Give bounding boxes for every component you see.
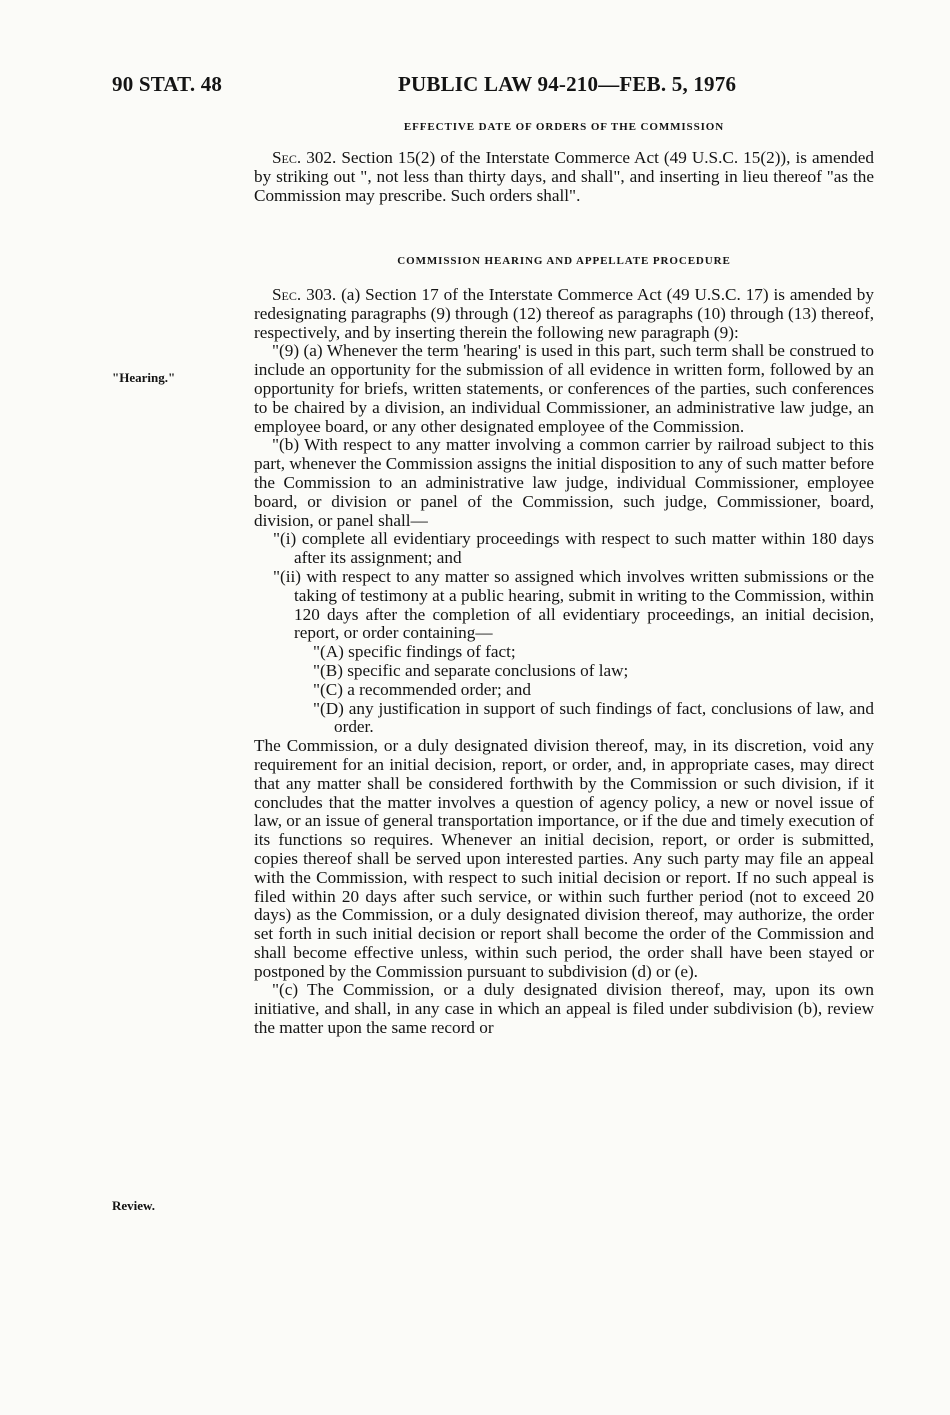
continuation-paragraph: The Commission, or a duly designated division thereof, may, in its discretion, void any requirement for an initial decision, report, or order, and, in appropriate cases, may direct that any matter shall be considered forthwith by the Commission or such division, if it concludes that the matter involves a question of agency policy, a new or novel issue of law, or an issue of general transportation importance, or if the due and timely execution of its functions so requires. Whenever an initial decision, report, or order is submitted, copies thereof shall be served upon interested parties. Any such party may file an appeal with the Commission, with respect to such initial decision or report. If no such appeal is filed within 20 days after such service, or within such further period (not to exceed 20 days) as the Commission, or a duly designated division thereof, may authorize, the order set forth in such initial decision or report shall become the order of the Commission and shall become effective unless, within such period, the order shall have been stayed or postponed by the Commission pursuant to subdivision (d) or (e). <box>254 736 874 981</box>
paragraph-c: "(c) The Commission, or a duly designated division thereof, may, upon its own initiative, and shall, in any case in which an appeal is filed under subdivision (b), review the matter upon the same record or <box>254 980 874 1038</box>
paragraph-b: "(b) With respect to any matter involving a common carrier by railroad subject to this part, whenever the Commission assigns the initial disposition to any of such matter before the Commission to an administrative law judge, individual Commissioner, employee board, or division or panel of the Commission, such judge, Commissioner, board, division, or panel shall— <box>254 435 874 530</box>
margin-note-review: Review. <box>112 1198 155 1213</box>
sec-label: Sec. <box>272 285 302 304</box>
section-303-intro-text: 303. (a) Section 17 of the Interstate Commerce Act (49 U.S.C. 17) is amended by redesignating paragraphs (9) through (12) thereof as paragraphs (10) through (13) thereof, respectively, and by inserting therein the following new paragraph (9): <box>254 285 874 342</box>
item-D: "(D) any justification in support of such findings of fact, conclusions of law, and order. <box>313 698 874 737</box>
section-302-body <box>254 149 874 205</box>
section-302-heading: EFFECTIVE DATE OF ORDERS OF THE COMMISSION <box>403 121 725 133</box>
section-303-heading: COMMISSION HEARING AND APPELLATE PROCEDURE <box>397 255 731 267</box>
section-303-intro <box>254 286 874 342</box>
margin-note-hearing: "Hearing." <box>112 370 176 385</box>
item-B: "(B) specific and separate conclusions of law; <box>313 660 629 680</box>
section-303-body <box>254 286 874 1038</box>
item-i: "(i) complete all evidentiary proceedings with respect to such matter within 180 days after its assignment; and <box>273 529 874 568</box>
item-A: "(A) specific findings of fact; <box>313 642 516 662</box>
section-302-text: 302. Section 15(2) of the Interstate Commerce Act (49 U.S.C. 15(2)), is amended by striking out ", not less than thirty days, and shall", and inserting in lieu thereof "as the Commission may prescribe. Such orders shall". <box>254 148 874 205</box>
stat-reference: 90 STAT. 48 <box>112 72 223 96</box>
item-C: "(C) a recommended order; and <box>313 679 531 699</box>
public-law-header: PUBLIC LAW 94-210—FEB. 5, 1976 <box>398 72 737 96</box>
paragraph-9a: "(9) (a) Whenever the term 'hearing' is used in this part, such term shall be construed to include an opportunity for the submission of all evidence in written form, followed by an opportunity for briefs, written statements, or conferences of the parties, such conferences to be chaired by a division, an individual Commissioner, an administrative law judge, an employee board, or any other designated employee of the Commission. <box>254 341 874 436</box>
section-302-paragraph <box>254 149 874 205</box>
item-ii: "(ii) with respect to any matter so assigned which involves written submissions or the taking of testimony at a public hearing, submit in writing to the Commission, within 120 days after the completion of all evidentiary proceedings, an initial decision, report, or order containing— <box>273 566 874 643</box>
sec-label: Sec. <box>272 148 302 167</box>
